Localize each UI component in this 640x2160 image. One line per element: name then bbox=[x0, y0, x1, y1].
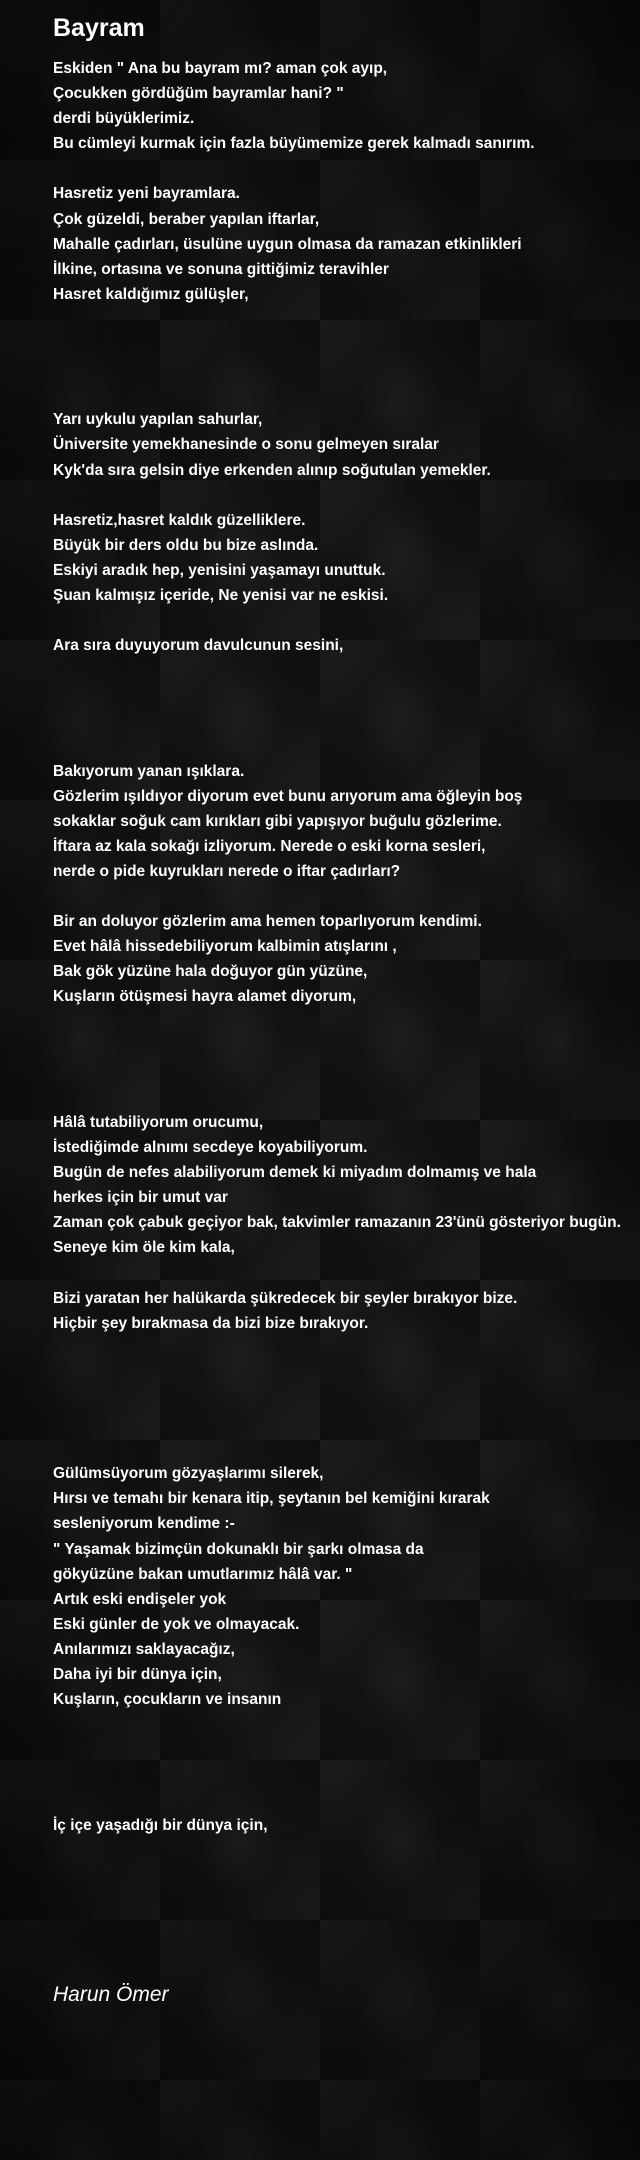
poem-blank-line bbox=[53, 1737, 638, 1762]
poem-blank-line bbox=[53, 1787, 638, 1812]
poem-line: Hâlâ tutabiliyorum orucumu, bbox=[53, 1113, 264, 1131]
poem-line: İftara az kala sokağı izliyorum. Nerede o eski korna sesleri, bbox=[53, 837, 486, 855]
poem-line: sesleniyorum kendime :- bbox=[53, 1515, 235, 1533]
poem-line: Mahalle çadırları, üsulüne uygun olmasa da ramazan etkinlikleri bbox=[53, 235, 522, 253]
poem-line: İstediğimde alnımı secdeye koyabiliyorum. bbox=[53, 1139, 368, 1157]
poem-blank-line bbox=[53, 1436, 638, 1461]
poem-line: gökyüzüne bakan umutlarımız hâlâ var. " bbox=[53, 1565, 353, 1583]
poem-line: Gözlerim ışıldıyor diyorum evet bunu arıyorum ama öğleyin boş bbox=[53, 787, 523, 805]
poem-line: derdi büyüklerimiz. bbox=[53, 110, 195, 128]
poem-line: Hasretiz yeni bayramlara. bbox=[53, 185, 240, 203]
poem-blank-line bbox=[53, 884, 638, 909]
poem-blank-line bbox=[53, 608, 638, 633]
poem-body bbox=[53, 56, 638, 1838]
poem-blank-line bbox=[53, 156, 638, 181]
poem-line: Zaman çok çabuk geçiyor bak, takvimler ramazanın 23'ünü gösteriyor bugün. bbox=[53, 1214, 621, 1232]
poem-line: Yarı uykulu yapılan sahurlar, bbox=[53, 411, 263, 429]
poem-line: Anılarımızı saklayacağız, bbox=[53, 1640, 235, 1658]
poem-blank-line bbox=[53, 658, 638, 683]
poem-blank-line bbox=[53, 1085, 638, 1110]
poem-blank-line bbox=[53, 1762, 638, 1787]
poem-blank-line bbox=[53, 1010, 638, 1035]
poem-line: Eski günler de yok ve olmayacak. bbox=[53, 1615, 300, 1633]
poem-line: Bu cümleyi kurmak için fazla büyümemize gerek kalmadı sanırım. bbox=[53, 135, 535, 153]
poem-line: herkes için bir umut var bbox=[53, 1189, 228, 1207]
poem-line: Kyk'da sıra gelsin diye erkenden alınıp soğutulan yemekler. bbox=[53, 461, 491, 479]
poem-blank-line bbox=[53, 332, 638, 357]
poem-line: Artık eski endişeler yok bbox=[53, 1590, 227, 1608]
poem-line: Gülümsüyorum gözyaşlarımı silerek, bbox=[53, 1465, 324, 1483]
poem-line: Bakıyorum yanan ışıklara. bbox=[53, 762, 245, 780]
poem-blank-line bbox=[53, 1712, 638, 1737]
poem-blank-line bbox=[53, 1035, 638, 1060]
poem-line: Kuşların ötüşmesi hayra alamet diyorum, bbox=[53, 988, 357, 1006]
poem-blank-line bbox=[53, 1261, 638, 1286]
poem-line: Hasret kaldığımız gülüşler, bbox=[53, 285, 249, 303]
poem-line: Çocukken gördüğüm bayramlar hani? " bbox=[53, 85, 344, 103]
poem-line: Hasretiz,hasret kaldık güzelliklere. bbox=[53, 511, 306, 529]
poem-line: İç içe yaşadığı bir dünya için, bbox=[53, 1816, 268, 1834]
poem-line: Çok güzeldi, beraber yapılan iftarlar, bbox=[53, 210, 320, 228]
poem-line: Bugün de nefes alabiliyorum demek ki miyadım dolmamış ve hala bbox=[53, 1164, 537, 1182]
poem-line: Kuşların, çocukların ve insanın bbox=[53, 1691, 282, 1709]
poem-blank-line bbox=[53, 1361, 638, 1386]
poem-blank-line bbox=[53, 307, 638, 332]
poem-blank-line bbox=[53, 357, 638, 382]
poem-line: Evet hâlâ hissedebiliyorum kalbimin atışlarını , bbox=[53, 938, 397, 956]
poem-line: Eskiden " Ana bu bayram mı? aman çok ayıp, bbox=[53, 60, 388, 77]
poem-blank-line bbox=[53, 708, 638, 733]
poem-blank-line bbox=[53, 683, 638, 708]
poem-blank-line bbox=[53, 734, 638, 759]
poem-blank-line bbox=[53, 483, 638, 508]
poem-blank-line bbox=[53, 1411, 638, 1436]
poem-line: Büyük bir ders oldu bu bize aslında. bbox=[53, 536, 319, 554]
poem-blank-line bbox=[53, 382, 638, 407]
poem-line: Üniversite yemekhanesinde o sonu gelmeyen sıralar bbox=[53, 436, 439, 454]
poem-line: Bir an doluyor gözlerim ama hemen toparlıyorum kendimi. bbox=[53, 913, 482, 931]
poem-line: Daha iyi bir dünya için, bbox=[53, 1666, 222, 1683]
poem-line: Hırsı ve temahı bir kenara itip, şeytanın bel kemiğini kırarak bbox=[53, 1490, 490, 1508]
poem-line: " Yaşamak bizimçün dokunaklı bir şarkı olmasa da bbox=[53, 1540, 424, 1558]
poem-blank-line bbox=[53, 1386, 638, 1411]
poem-line: Seneye kim öle kim kala, bbox=[53, 1239, 235, 1257]
poem-line: Hiçbir şey bırakmasa da bizi bize bırakıyor. bbox=[53, 1314, 369, 1332]
poem-line: sokaklar soğuk cam kırıkları gibi yapışıyor buğulu gözlerime. bbox=[53, 812, 502, 830]
poem-title: Bayram bbox=[53, 14, 145, 42]
poem-line: İlkine, ortasına ve sonuna gittiğimiz teravihler bbox=[53, 260, 389, 278]
poem-line: Ara sıra duyuyorum davulcunun sesini, bbox=[53, 637, 344, 655]
poem-blank-line bbox=[53, 1060, 638, 1085]
poem-line: Bak gök yüzüne hala doğuyor gün yüzüne, bbox=[53, 963, 368, 981]
poem-blank-line bbox=[53, 1336, 638, 1361]
poem-line: Bizi yaratan her halükarda şükredecek bir şeyler bırakıyor bize. bbox=[53, 1289, 518, 1307]
poem-line: nerde o pide kuyrukları nerede o iftar çadırları? bbox=[53, 863, 401, 880]
poem-author: Harun Ömer bbox=[53, 1983, 169, 2006]
poem-line: Şuan kalmışız içeride, Ne yenisi var ne eskisi. bbox=[53, 586, 389, 604]
poem-line: Eskiyi aradık hep, yenisini yaşamayı unuttuk. bbox=[53, 561, 386, 579]
